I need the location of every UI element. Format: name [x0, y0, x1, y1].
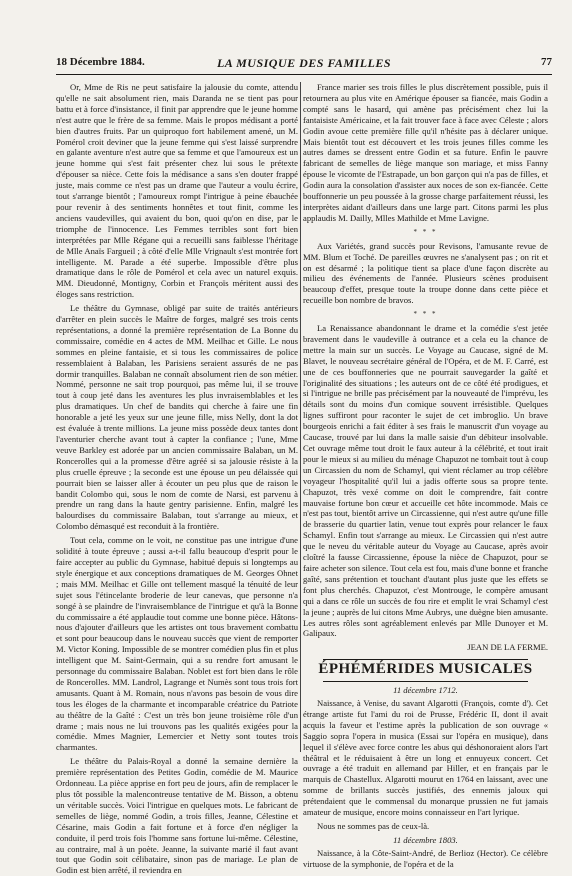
page-number: 77: [541, 56, 552, 68]
author-signature: JEAN DE LA FERME.: [467, 642, 548, 653]
paragraph: La Renaissance abandonnant le drame et la comédie s'est jetée bravement dans le vaudeville à outrance et a cela eu la chance de mettre la main sur un succès. Le Voyage au Caucase, signé de M. Blavet, le nouveau secrétaire général de l'Opéra, et de M. F. Carré, est une de ces bouffonneries que ne pourrait sauvegarder la gaîté et l'originalité des situations ; les auteurs ont de ce côté été prodigues, et si l'intrigue ne brille pas précisément par la nouveauté de l'imprévu, les détails sont du moins d'un comique souvent irrésistible. Quelques lignes suffiront pour raconter le sujet de cet imbroglio. Un brave bourgeois enrichi a fait éditer à ses frais le manuscrit d'un voyage au Caucase, trouvé par lui dans la malle saisie d'un débiteur insolvable. Cet ouvrage même tout droit le faux auteur à la célébrité, et tout irait pour le mieux si au milieu du ménage Chapuzot ne tombait tout à coup un Circassien du nom de Schamyl, qui vient réclamer au trop célèbre voyageur l'hospitalité qu'il lui a jadis offerte sous sa propre tente. Chapuzot, très vexé comme on doit le comprendre, fait contre mauvaise fortune bon cœur et accueille cet hôte incommode. Mais ce n'est pas tout, bientôt arrive un Circassienne, qui n'est autre qu'une fille de brasserie du quartier latin, venue tout exprès pour relancer le faux Schamyl. Enfin tout s'arrange au mieux. Le Circassien qui n'est autre que le neveu du véritable auteur du Voyage au Caucase, après avoir cloîtré la fausse Circassienne, épouse la nièce de Chapuzot, pour se faire acheter son silence. Tout cela est fou, mais d'une bonne et franche gaîté, sans prétention et touchant d'autant plus juste que les effets se font plus cherchés. Chapuzot, c'est Montrouge, le compère amusant qui a dans ce rôle un succès de fou rire et emplit le vrai Schamyl c'est la jeune ; auprès de lui citons Mme Aubrys, une duègne bien amusante. Les autres rôles sont agréablement enlevés par Mlle Dunoyer et M. Galipaux.: [303, 323, 548, 639]
section-title: ÉPHÉMÉRIDES MUSICALES: [318, 661, 533, 678]
entry-date: 11 décembre 1803.: [393, 834, 458, 845]
section-rule: [323, 681, 528, 682]
paragraph: Naissance, à la Côte-Saint-André, de Berlioz (Hector). Ce célèbre virtuose de la symphonie, de l'opéra et de la: [303, 847, 548, 869]
paragraph: Naissance, à Venise, du savant Algarotti (François, comte d'). Cet étrange artiste fut l'ami du roi de Prusse, Frédéric II, dont il avait acquis la faveur et l'estime après la publication de son ouvrage « Saggio sopra l'opera in musica (Essai sur l'opéra en musique), dans lequel il s'élève avec force contre les abus qui déshonoraient alors l'art théâtral et le réduisaient à être un long et ennuyeux concert. Cet ouvrage a été traduit en allemand par Hiller, et en français par le marquis de Chastellux. Algarotti mourut en 1764 en laissant, avec une somme de brillants succès justifiés, des ennemis jaloux qui prétendaient que le commensal du monarque prussien ne fut jamais amateur de musique, encore moins connaisseur en l'art lyrique.: [303, 698, 548, 818]
journal-title: LA MUSIQUE DES FAMILLES: [216, 56, 392, 70]
paragraph: Or, Mme de Ris ne peut satisfaire la jalousie du comte, attendu qu'elle ne sait absolument rien, mais Daranda ne se tient pas pour battu et à force d'insistance, il finit par apprendre que le jeune homme n'est autre que le frère de sa femme. Mais le propos médisant a porté bien d'autres fruits. Par un quiproquo fort habilement amené, un M. Pomérol croit deviner que la jeune femme qui s'est laissé surprendre en galante aventure n'est autre que sa femme et que l'amoureux est un jeune homme qui s'est fait présenter chez lui sous le prétexte d'épouser sa nièce. Cette fois la médisance a sans s'en douter frappé juste, mais comme ce n'est pas un drame que l'auteur a voulu écrire, tout s'arrange bientôt ; l'amoureux rompt l'intrigue à peine ébauchée pour revenir à des sentiments honnêtes et tout finit, comme les anciens vaudevilles, qui avaient du bon, quoi qu'on en dise, par le triomphe de l'innocence. Les Femmes terribles sont fort bien interprétées par Mlle Régane qui a recueilli sans faiblesse l'héritage de Mlle Anaïs Fargueil ; à côté d'elle Mlle Vrignault s'est montrée fort intelligente. M. Parade a été superbe. Impossible d'être plus dramatique dans le rôle de Pomérol et cela avec un naturel exquis. MM. Dieudonné, Montigny, Corbin et Françoïs méritent aussi des éloges sans restriction.: [56, 82, 298, 300]
header-date: 18 Décembre 1884.: [56, 56, 145, 68]
section-separator: * * *: [413, 227, 438, 236]
paragraph: Le théâtre du Palais-Royal a donné la semaine dernière la première représentation des Petites Godin, comédie de M. Maurice Ordonneau. La pièce apprise en fort peu de jours, afin de remplacer le plus tôt possible la malencontreuse tentative de M. Bisson, a obtenu un véritable succès. Voici l'intrigue en quelques mots. Le fabricant de semelles de liège, nommé Godin, a trois filles, Jeanne, Célestine et Césarine, mais Godin a fait fortune et à force d'en négliger la conduite, il perd trois fois l'homme sans fortune lui-même. Célestine, au contraire, mal à un poète. Jeanne, la suivante marié il faut avant tout que Godin soit célibataire, sinon pas de mariage. Le plan de Godin est bien arrêté, il reviendra en: [56, 756, 298, 876]
running-header: [56, 56, 552, 72]
paragraph: Nous ne sommes pas de ceux-là.: [317, 821, 430, 831]
left-column: [56, 82, 298, 876]
right-column: [303, 82, 548, 869]
section-separator: * * *: [413, 310, 438, 319]
paragraph: France marier ses trois filles le plus discrètement possible, puis il retournera au plus vite en Amérique épouser sa fiancée, mais Godin a compté sans le hasard, qui amène pas précisément chez lui la fantaisiste Américaine, et la fait trouver face à face avec Céleste ; alors Godin avoue cette première fille qu'il n'hésite pas à déclarer unique. Mais bientôt tout est découvert et les trois jeunes filles comme les autres dames se dressent entre Godin et sa future. Enfin le pauvre fabricant de semelles de liège manque son mariage, et miss Fanny épouse le vicomte de l'Estrapade, un bon garçon qui n'a pas de filles, et Godin aura la consolation d'assister aux noces de son ex-fiancée. Cette bouffonnerie un peu poussée à la grosse charge parfaitement réussi, les interprètes aidant d'ailleurs dans une large part. Citons parmi les plus applaudis M. Dailly, Mlles Mathilde et Mme Lavigne.: [303, 82, 548, 223]
paragraph: Aux Variétés, grand succès pour Revisons, l'amusante revue de MM. Blum et Toché. De pareilles œuvres ne s'analysent pas ; on rit et on est désarmé ; la politique tient sa place d'une façon discrète au milieu des événements de l'année. Plusieurs scènes produisent beaucoup d'effet, presque toute la troupe donne dans cette pièce et recueille bon nombre de bravos.: [303, 240, 548, 306]
column-divider: [300, 82, 301, 752]
header-rule: [56, 74, 552, 75]
paragraph: Tout cela, comme on le voit, ne constitue pas une intrigue d'une solidité à toute épreuve ; aussi a-t-il fallu beaucoup d'esprit pour le faire accepter au public du Gymnase, habitué depuis si longtemps au style énergique et aux conceptions dramatiques de M. Georges Ohnet ; mais MM. Meilhac et Gille ont tellement masqué la ténuité de leur sujet sous l'étincelante broderie de leur canevas, que personne n'a songé à se plaindre de l'invraisemblance de l'intrigue et qu'à la Bonne du commissaire a été applaudie tout comme une bonne pièce. Hâtons-nous d'ajouter d'ailleurs que les artistes ont tous bravement combattu et sont pour beaucoup dans le nouveau succès que vient de remporter M. Victor Koning. Impossible de se montrer comédien plus fin et plus intelligent que M. Saint-Germain, qui a su rendre fort amusant le personnage du commissaire Balaban. Noblet est fort bien dans le rôle de Roncerolles. MM. Landrol, Lagrange et Numès sont tous trois fort amusants. Quant à M. Romain, nous n'avons pas besoin de vous dire tous les éloges de la charmante et incomparable créatrice du Patriote au théâtre de la Gaîté : C'est un très bon jeune troisième rôle d'un drame ; mais nous ne lui trouvons pas les qualités exigées pour la comédie. Mmes Magnier, Lemercier et Netty sont toutes trois charmantes.: [56, 535, 298, 753]
paragraph: Le théâtre du Gymnase, obligé par suite de traités antérieurs d'arrêter en plein succès le Maître de forges, malgré ses trois cents représentations, a donné la première représentation de La Bonne du commissaire, comédie en 4 actes de MM. Meilhac et Gille. Le nous sommes en pleine fantaisie, et si tous les commissaires de police ressemblaient à Balaban, les Parisiens seraient assurés de ne pas dormir tranquilles. Balaban ne connaît absolument rien de son métier. Nommé, personne ne sait trop pourquoi, pas même lui, il se trouve tout à coup jeté dans les aventures les plus invraisemblables et les plus dramatiques. Un chef de bandits qui cherche à faire une fin honorable a jeté les yeux sur une jeune fille, miss Nelly, dont la dot est évaluée à trente millions. La jeune miss possède deux tantes dont l'aventurier cherche avant tout à capter la confiance ; l'une, Mme veuve Barkley est adorée par un ancien commissaire Balaban, un M. Roncerolles qui a la promesse d'être agréé si sa jalousie résiste à la plus cruelle épreuve ; la seconde est une épouse un peu délaissée qui pourrait bien se laisser aller à écouter un peu plus que de raison le bandit Colombo qui, sous le nom de comte de Narsi, est parvenu à prendre un rang dans la haute gentry parisienne. Enfin, malgré les balourdises du commissaire Balaban, tout s'arrange au mieux, et Colombo démasqué est reconduit à la frontière.: [56, 303, 298, 532]
entry-date: 11 décembre 1712.: [393, 685, 458, 696]
